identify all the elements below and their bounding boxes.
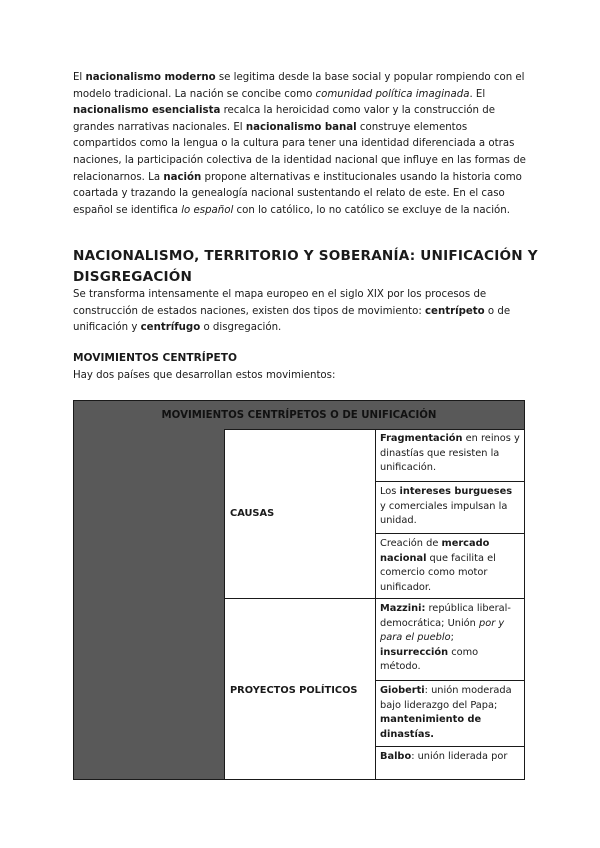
bold-term: nación (163, 171, 202, 183)
causas-label: CAUSAS (230, 508, 275, 519)
section-paragraph (73, 287, 533, 337)
causas-cell (225, 429, 376, 599)
text: : unión liderada por (411, 751, 508, 762)
text: y comerciales impulsan la unidad. (380, 500, 508, 527)
intro-to-table: Hay dos países que desarrollan estos movimientos: (73, 370, 336, 381)
text: que facilita el comercio como motor unificador. (380, 552, 496, 593)
bold-term: Fragmentación (380, 433, 463, 444)
text: Se transforma intensamente el mapa europeo en el siglo XIX por los procesos de construcción de estados naciones, existen dos tipos de movimiento: (73, 289, 487, 317)
bold-term: mercado nacional (380, 538, 490, 564)
bold-term: nacionalismo moderno (85, 72, 216, 83)
bold-term: nacionalismo banal (245, 121, 357, 133)
proyecto-cell-gioberti (376, 681, 524, 747)
unification-table (73, 400, 525, 780)
text: : unión moderada bajo liderazgo del Papa; (380, 685, 512, 711)
bold-term: Mazzini: (380, 603, 426, 614)
italic-term: por y para el pueblo (380, 617, 505, 644)
italic-term: comunidad política imaginada (315, 88, 470, 100)
text: . El (469, 88, 486, 100)
text: con lo católico, lo no católico se excluye de la nación. (233, 204, 510, 216)
table-first-column (74, 429, 225, 779)
text: construye elementos compartidos como la lengua o la cultura para tener una identidad diferenciada a otras naciones, la participación colectiva de la identidad nacional que influye en las formas de relacionarnos. La (73, 121, 526, 183)
proyectos-cell (225, 599, 376, 780)
text: propone alternativas e institucionales usando la historia como coartada y trazando la genealogía nacional sustentando el relato de este. En el caso español se identifica (73, 171, 522, 216)
text: república liberal-democrática; Unión (380, 603, 511, 629)
proyecto-cell-mazzini (376, 599, 524, 681)
bold-term: centrífugo (140, 322, 201, 334)
text: o disgregación. (200, 322, 282, 334)
bold-term: nacionalismo esencialista (73, 105, 221, 117)
bold-term: mantenimiento de dinastías. (380, 714, 482, 740)
text: Creación de (380, 538, 442, 549)
bold-term: intereses burgueses (399, 486, 513, 497)
proyecto-cell-balbo (376, 747, 524, 780)
causa-cell-2 (376, 482, 524, 534)
section-heading: NACIONALISMO, TERRITORIO Y SOBERANÍA: UNIFICACIÓN Y DISGREGACIÓN (73, 248, 538, 285)
text: en reinos y dinastías que resisten la unificación. (380, 433, 520, 474)
text: o de unificación y (73, 305, 511, 334)
italic-term: lo español (181, 204, 234, 216)
text: recalca la heroicidad como valor y la construcción de grandes narrativas nacionales. El (73, 105, 495, 133)
proyectos-label: PROYECTOS POLÍTICOS (230, 684, 358, 696)
bold-term: Gioberti (380, 685, 425, 696)
text: El (73, 72, 86, 83)
bold-term: Balbo (380, 751, 412, 762)
intro-paragraph (73, 70, 531, 219)
bold-term: insurrección (380, 646, 449, 658)
text: ; (450, 632, 454, 644)
text: Los (380, 486, 400, 497)
subheading: MOVIMIENTOS CENTRÍPETO (73, 352, 237, 364)
causa-cell-3 (376, 534, 524, 599)
bold-term: centrípeto (425, 305, 485, 317)
text: se legitima desde la base social y popular rompiendo con el modelo tradicional. La nación se concibe como (73, 72, 525, 100)
table-header: MOVIMIENTOS CENTRÍPETOS O DE UNIFICACIÓN (74, 401, 524, 430)
text: como método. (380, 646, 479, 673)
causa-cell-1 (376, 429, 524, 482)
